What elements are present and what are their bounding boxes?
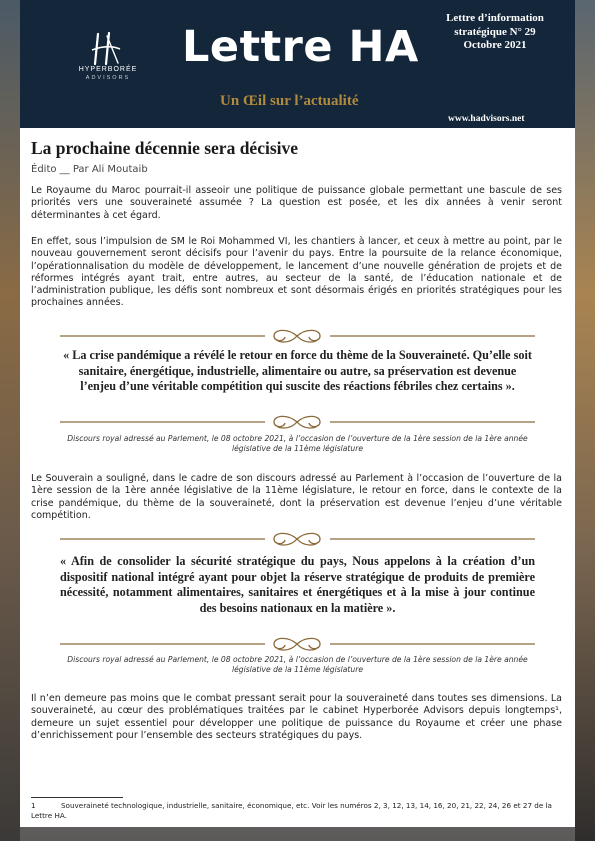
- article-byline: Édito __ Par Ali Moutaib: [31, 164, 148, 175]
- footnote: [31, 801, 562, 821]
- scroll-ornament-icon: [60, 327, 535, 345]
- pull-quote-2: « Afin de consolider la sécurité stratégique du pays, Nous appelons à la création d’un dispositif national intégré ayant pour objet la réserve stratégique de produits de première nécessité, notamment alimentaires, sanitaires et énergétiques et à la mise à jour continue des besoins nationaux en la matière ».: [60, 554, 535, 615]
- article-title: La prochaine décennie sera décisive: [31, 138, 299, 158]
- paragraph-2: En effet, sous l’impulsion de SM le Roi Mohammed VI, les chantiers à lancer, et ceux à mettre au point, par le nouveau gouvernement seront décisifs pour l’avenir du pays. Entre la poursuite de la relance économique, l’opérationnalisation du modèle de développement, le lancement d’une nouvelle génération de projets et de réformes intégrés ayant trait, entre autres, au secteur de la santé, de l’éducation nationale et de l’administration publique, les défis sont nombreux et sont désormais érigés en priorités stratégiques pour les prochaines années.: [31, 236, 562, 309]
- footnote-divider: [31, 797, 123, 798]
- issue-line-3: Octobre 2021: [463, 39, 527, 51]
- brand-wordmark: [56, 66, 160, 82]
- paragraph-3: Le Souverain a souligné, dans le cadre de son discours adressé au Parlement à l’occasion de l’ouverture de la 1ère session de la 1ère année législative de la 11ème législature, le retour en force, dans le contexte de la crise pandémique, du thème de la souveraineté, dont la préservation est devenue l’enjeu d’une véritable compétition.: [31, 473, 562, 521]
- quote-citation-2: Discours royal adressé au Parlement, le 08 octobre 2021, à l’occasion de l’ouverture de la 1ère session de la 1ère année législative de la 11ème législature: [67, 655, 528, 674]
- brand-subtitle: ADVISORS: [85, 75, 131, 81]
- brand-name: HYPERBORÉE: [78, 66, 138, 73]
- pull-quote-1: « La crise pandémique a révélé le retour en force du thème de la Souveraineté. Qu’elle soit sanitaire, énergétique, industrielle, alimentaire ou autre, sa préservation est devenue l’enjeu d’une véritable compétition qui suscite des réactions fébriles chez certains ».: [63, 348, 532, 393]
- ha-monogram-icon: [78, 30, 138, 68]
- paragraph-4: Il n’en demeure pas moins que le combat pressant serait pour la souveraineté dans toutes ses dimensions. La souveraineté, au cœur des problématiques traitées par le cabinet Hyperborée Advisors depuis longtemps¹, demeure un sujet essentiel pour développer une politique de puissance du Royaume et créer une phase d’enrichissement pour l’ensemble des secteurs stratégiques du pays.: [31, 693, 562, 741]
- scroll-ornament-icon: [60, 413, 535, 431]
- newsletter-title: Lettre HA: [182, 22, 419, 72]
- header-banner: [20, 0, 575, 128]
- quote-citation-1: Discours royal adressé au Parlement, le 08 octobre 2021, à l’occasion de l’ouverture de la 1ère session de la 1ère année législative de la 11ème législature: [67, 434, 528, 453]
- newsletter-page: [20, 0, 575, 827]
- newsletter-tagline: Un Œil sur l’actualité: [220, 93, 359, 109]
- paragraph-1: Le Royaume du Maroc pourrait-il asseoir une politique de puissance globale permettant une bascule de ses priorités vers une souveraineté assumée ? La question est posée, et les dix années à venir seront déterminantes à cet égard.: [31, 185, 562, 221]
- issue-info: [430, 12, 560, 53]
- issue-line-1: Lettre d’information: [446, 12, 544, 24]
- background-photo-right: [575, 0, 595, 841]
- website-link[interactable]: www.hadvisors.net: [448, 114, 525, 124]
- issue-line-2: stratégique N° 29: [454, 25, 536, 38]
- scroll-ornament-icon: [60, 530, 535, 548]
- background-photo-left: [0, 0, 20, 841]
- footnote-number: 1: [31, 801, 36, 810]
- footnote-text: Souveraineté technologique, industrielle, sanitaire, économique, etc. Voir les numéros 2, 3, 12, 13, 14, 16, 20, 21, 22, 24, 26 et 27 de la Lettre HA.: [31, 801, 552, 820]
- scroll-ornament-icon: [60, 635, 535, 653]
